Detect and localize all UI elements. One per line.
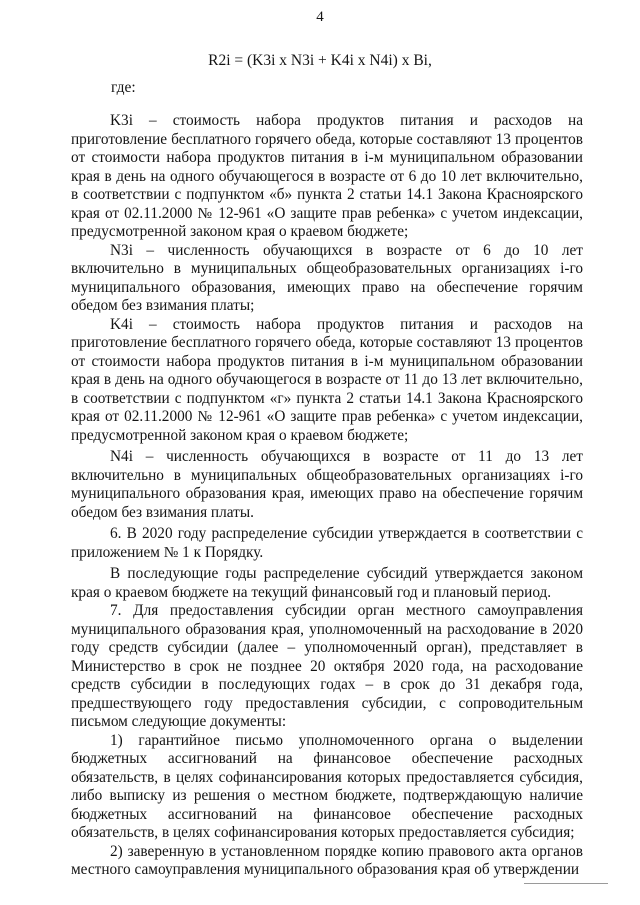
where-label: где: — [111, 79, 136, 96]
paragraph-item-6: 6. В 2020 году распределение субсидии утверждается в соответствии с приложением № 1 к Порядку. — [71, 525, 583, 561]
footer-divider — [524, 883, 608, 884]
paragraph-n3i: N3i – численность обучающихся в возрасте от 6 до 10 лет включительно в муниципальных общеобразовательных организациях i-го муниципального образования, имеющих право на обеспечение горячим обедом без взимания платы; — [71, 241, 583, 314]
paragraph-k4i: K4i – стоимость набора продуктов питания и расходов на приготовление бесплатного горячего обеда, которые составляют 13 процентов от стоимости набора продуктов питания в i-м муниципальном образовании края в день на одного обучающегося в возрасте от 11 до 13 лет включительно, в соответствии с подпунктом «г» пункта 2 статьи 14.1 Закона Красноярского края от 02.11.2000 № 12-961 «О защите прав ребенка» с учетом индексации, предусмотренной законом края о краевом бюджете; — [71, 315, 583, 444]
paragraph-n4i: N4i – численность обучающихся в возрасте от 11 до 13 лет включительно в муниципальных общеобразовательных организациях i-го муниципального образования края, имеющих право на обеспечение горячим обедом без взимания платы. — [71, 448, 583, 521]
page-number: 4 — [316, 9, 324, 25]
formula: R2i = (K3i x N3i + K4i x N4i) x Bi, — [208, 52, 432, 69]
paragraph-subsequent-years: В последующие годы распределение субсидий утверждается законом края о краевом бюджете на текущий финансовый год и плановый период. — [71, 565, 583, 601]
paragraph-k3i: K3i – стоимость набора продуктов питания и расходов на приготовление бесплатного горячего обеда, которые составляют 13 процентов от стоимости набора продуктов питания в i-м муниципальном образовании края в день на одного обучающегося в возрасте от 6 до 10 лет включительно, в соответствии с подпунктом «б» пункта 2 статьи 14.1 Закона Красноярского края от 02.11.2000 № 12-961 «О защите прав ребенка» с учетом индексации, предусмотренной законом края о краевом бюджете; — [71, 112, 583, 240]
document-body — [71, 112, 583, 880]
paragraph-subitem-2: 2) заверенную в установленном порядке копию правового акта органов местного самоуправления муниципального образования края об утверждении — [71, 842, 583, 878]
paragraph-subitem-1: 1) гарантийное письмо уполномоченного органа о выделении бюджетных ассигнований на финансовое обеспечение расходных обязательств, в целях софинансирования которых предоставляется субсидия, либо выписку из решения о местном бюджете, подтверждающую наличие бюджетных ассигнований на финансовое обеспечение расходных обязательств, в целях софинансирования которых предоставляется субсидия; — [71, 731, 583, 841]
paragraph-item-7: 7. Для предоставления субсидии орган местного самоуправления муниципального образования края, уполномоченный на расходование в 2020 году средств субсидии (далее – уполномоченный орган), представляет в Министерство в срок не позднее 20 октября 2020 года, на расходование средств субсидии в последующих годах – в срок до 31 декабря года, предшествующего году предоставления субсидии, с сопроводительным письмом следующие документы: — [71, 602, 583, 730]
